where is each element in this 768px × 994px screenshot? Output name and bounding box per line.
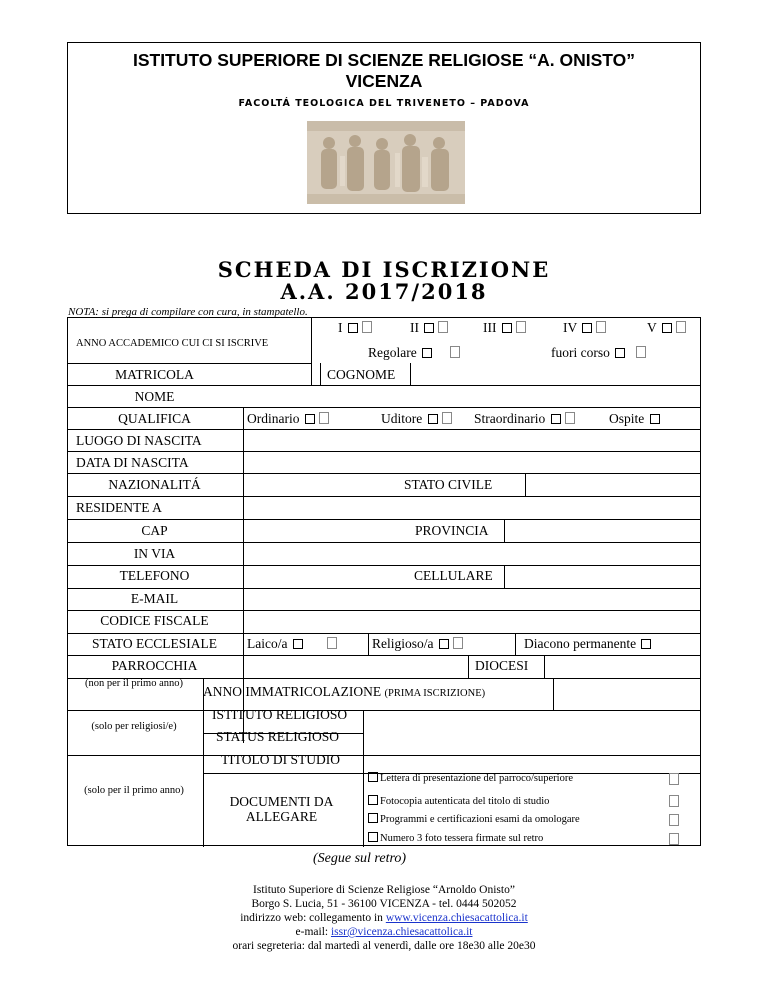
anno-accademico-label: ANNO ACCADEMICO CUI CI SI ISCRIVE bbox=[76, 338, 269, 349]
checkbox[interactable] bbox=[368, 795, 378, 805]
documento-1-checkbox[interactable] bbox=[667, 772, 681, 788]
data-nascita-label: DATA DI NASCITA bbox=[76, 455, 189, 470]
qualifica-straordinario[interactable]: Straordinario bbox=[474, 411, 577, 427]
relief-image bbox=[307, 121, 465, 204]
anno-option-1[interactable]: I bbox=[338, 320, 374, 336]
segue-note: (Segue sul retro) bbox=[313, 851, 407, 866]
cap-label: CAP bbox=[141, 523, 168, 538]
checkbox[interactable] bbox=[596, 321, 606, 333]
checkbox[interactable] bbox=[502, 323, 512, 333]
checkbox[interactable] bbox=[368, 832, 378, 842]
luogo-nascita-label: LUOGO DI NASCITA bbox=[76, 433, 202, 448]
checkbox[interactable] bbox=[650, 414, 660, 424]
note-solo-religiosi: (solo per religiosi/e) bbox=[91, 721, 177, 732]
qualifica-ospite[interactable]: Ospite bbox=[609, 411, 662, 427]
checkbox[interactable] bbox=[636, 346, 646, 358]
qualifica-uditore[interactable]: Uditore bbox=[381, 411, 454, 427]
checkbox[interactable] bbox=[669, 833, 679, 845]
nazionalita-label: NAZIONALITÁ bbox=[108, 477, 201, 492]
stato-civile-label: STATO CIVILE bbox=[404, 477, 493, 492]
parrocchia-label: PARROCCHIA bbox=[111, 658, 198, 673]
anno-option-4[interactable]: IV bbox=[563, 320, 608, 336]
checkbox[interactable] bbox=[319, 412, 329, 424]
footer-line1: Istituto Superiore di Scienze Religiose “Arnoldo Onisto” bbox=[253, 884, 515, 896]
istituto-religioso-label: ISTITUTO RELIGIOSO bbox=[212, 707, 348, 722]
footer-orari: orari segreteria: dal martedì al venerdì, dalle ore 18e30 alle 20e30 bbox=[232, 940, 536, 952]
nome-label: NOME bbox=[134, 389, 175, 404]
checkbox[interactable] bbox=[362, 321, 372, 333]
checkbox[interactable] bbox=[368, 772, 378, 782]
documento-2-checkbox[interactable] bbox=[667, 794, 681, 810]
residente-label: RESIDENTE A bbox=[76, 500, 162, 515]
qualifica-ordinario[interactable]: Ordinario bbox=[247, 411, 331, 427]
footer bbox=[67, 883, 701, 953]
checkbox[interactable] bbox=[428, 414, 438, 424]
form-title: SCHEDA DI ISCRIZIONE bbox=[217, 257, 551, 282]
status-religioso-label: STATUS RELIGIOSO bbox=[216, 729, 340, 744]
documenti-label: DOCUMENTI DA ALLEGARE bbox=[229, 794, 334, 824]
telefono-label: TELEFONO bbox=[119, 568, 190, 583]
fuori-corso-option[interactable]: fuori corso bbox=[551, 345, 648, 361]
anno-immatricolazione-label: ANNO IMMATRICOLAZIONE (PRIMA ISCRIZIONE) bbox=[203, 684, 486, 699]
provincia-label: PROVINCIA bbox=[415, 523, 489, 538]
matricola-label: MATRICOLA bbox=[115, 367, 194, 382]
documento-2[interactable]: Fotocopia autenticata del titolo di studio bbox=[366, 794, 549, 810]
cognome-label: COGNOME bbox=[327, 367, 396, 382]
checkbox[interactable] bbox=[348, 323, 358, 333]
checkbox[interactable] bbox=[327, 637, 337, 649]
footer-web: indirizzo web: collegamento in www.vicenza.chiesacattolica.it bbox=[240, 912, 528, 924]
checkbox[interactable] bbox=[453, 637, 463, 649]
checkbox[interactable] bbox=[516, 321, 526, 333]
titolo-studio-label: TITOLO DI STUDIO bbox=[221, 752, 340, 767]
institute-title bbox=[67, 50, 701, 92]
note-text: NOTA: si prega di compilare con cura, in stampatello. bbox=[68, 306, 308, 318]
checkbox[interactable] bbox=[293, 639, 303, 649]
academic-year: A.A. 2017/2018 bbox=[280, 279, 488, 304]
anno-option-2[interactable]: II bbox=[410, 320, 450, 336]
checkbox[interactable] bbox=[676, 321, 686, 333]
website-link[interactable]: www.vicenza.chiesacattolica.it bbox=[385, 912, 528, 924]
checkbox[interactable] bbox=[422, 348, 432, 358]
checkbox[interactable] bbox=[615, 348, 625, 358]
stato-diacono[interactable]: Diacono permanente bbox=[524, 636, 653, 652]
checkbox[interactable] bbox=[582, 323, 592, 333]
checkbox[interactable] bbox=[662, 323, 672, 333]
in-via-label: IN VIA bbox=[133, 546, 176, 561]
checkbox[interactable] bbox=[368, 813, 378, 823]
qualifica-label: QUALIFICA bbox=[118, 411, 191, 426]
checkbox[interactable] bbox=[669, 814, 679, 826]
institute-title-line1: ISTITUTO SUPERIORE DI SCIENZE RELIGIOSE “A. ONISTO” bbox=[132, 50, 636, 70]
checkbox[interactable] bbox=[669, 795, 679, 807]
anno-option-5[interactable]: V bbox=[647, 320, 688, 336]
checkbox[interactable] bbox=[450, 346, 460, 358]
institute-title-line2: VICENZA bbox=[345, 71, 423, 91]
checkbox[interactable] bbox=[305, 414, 315, 424]
faculty-subtitle: FACOLTÁ TEOLOGICA DEL TRIVENETO – PADOVA bbox=[238, 98, 530, 109]
email-label: E-MAIL bbox=[130, 591, 179, 606]
stato-laico[interactable]: Laico/a bbox=[247, 636, 339, 652]
stato-ecclesiale-label: STATO ECCLESIALE bbox=[91, 636, 218, 651]
anno-option-3[interactable]: III bbox=[483, 320, 528, 336]
note-solo-primo-anno: (solo per il primo anno) bbox=[84, 785, 184, 796]
documento-4-checkbox[interactable] bbox=[667, 832, 681, 848]
codice-fiscale-label: CODICE FISCALE bbox=[100, 613, 209, 628]
documento-1[interactable]: Lettera di presentazione del parroco/superiore bbox=[366, 771, 573, 787]
checkbox[interactable] bbox=[439, 639, 449, 649]
footer-email: e-mail: issr@vicenza.chiesacattolica.it bbox=[295, 926, 473, 938]
cellulare-label: CELLULARE bbox=[414, 568, 493, 583]
checkbox[interactable] bbox=[424, 323, 434, 333]
regolare-option[interactable]: Regolare bbox=[368, 345, 462, 361]
stato-religioso[interactable]: Religioso/a bbox=[372, 636, 465, 652]
checkbox[interactable] bbox=[669, 773, 679, 785]
footer-line2: Borgo S. Lucia, 51 - 36100 VICENZA - tel. 0444 502052 bbox=[251, 898, 517, 910]
documento-4[interactable]: Numero 3 foto tessera firmate sul retro bbox=[366, 831, 543, 847]
documento-3[interactable]: Programmi e certificazioni esami da omologare bbox=[366, 812, 580, 828]
checkbox[interactable] bbox=[442, 412, 452, 424]
checkbox[interactable] bbox=[438, 321, 448, 333]
diocesi-label: DIOCESI bbox=[475, 658, 529, 673]
checkbox[interactable] bbox=[565, 412, 575, 424]
documento-3-checkbox[interactable] bbox=[667, 813, 681, 829]
email-link[interactable]: issr@vicenza.chiesacattolica.it bbox=[330, 926, 473, 938]
checkbox[interactable] bbox=[551, 414, 561, 424]
checkbox[interactable] bbox=[641, 639, 651, 649]
note-non-primo-anno: (non per il primo anno) bbox=[85, 678, 183, 689]
